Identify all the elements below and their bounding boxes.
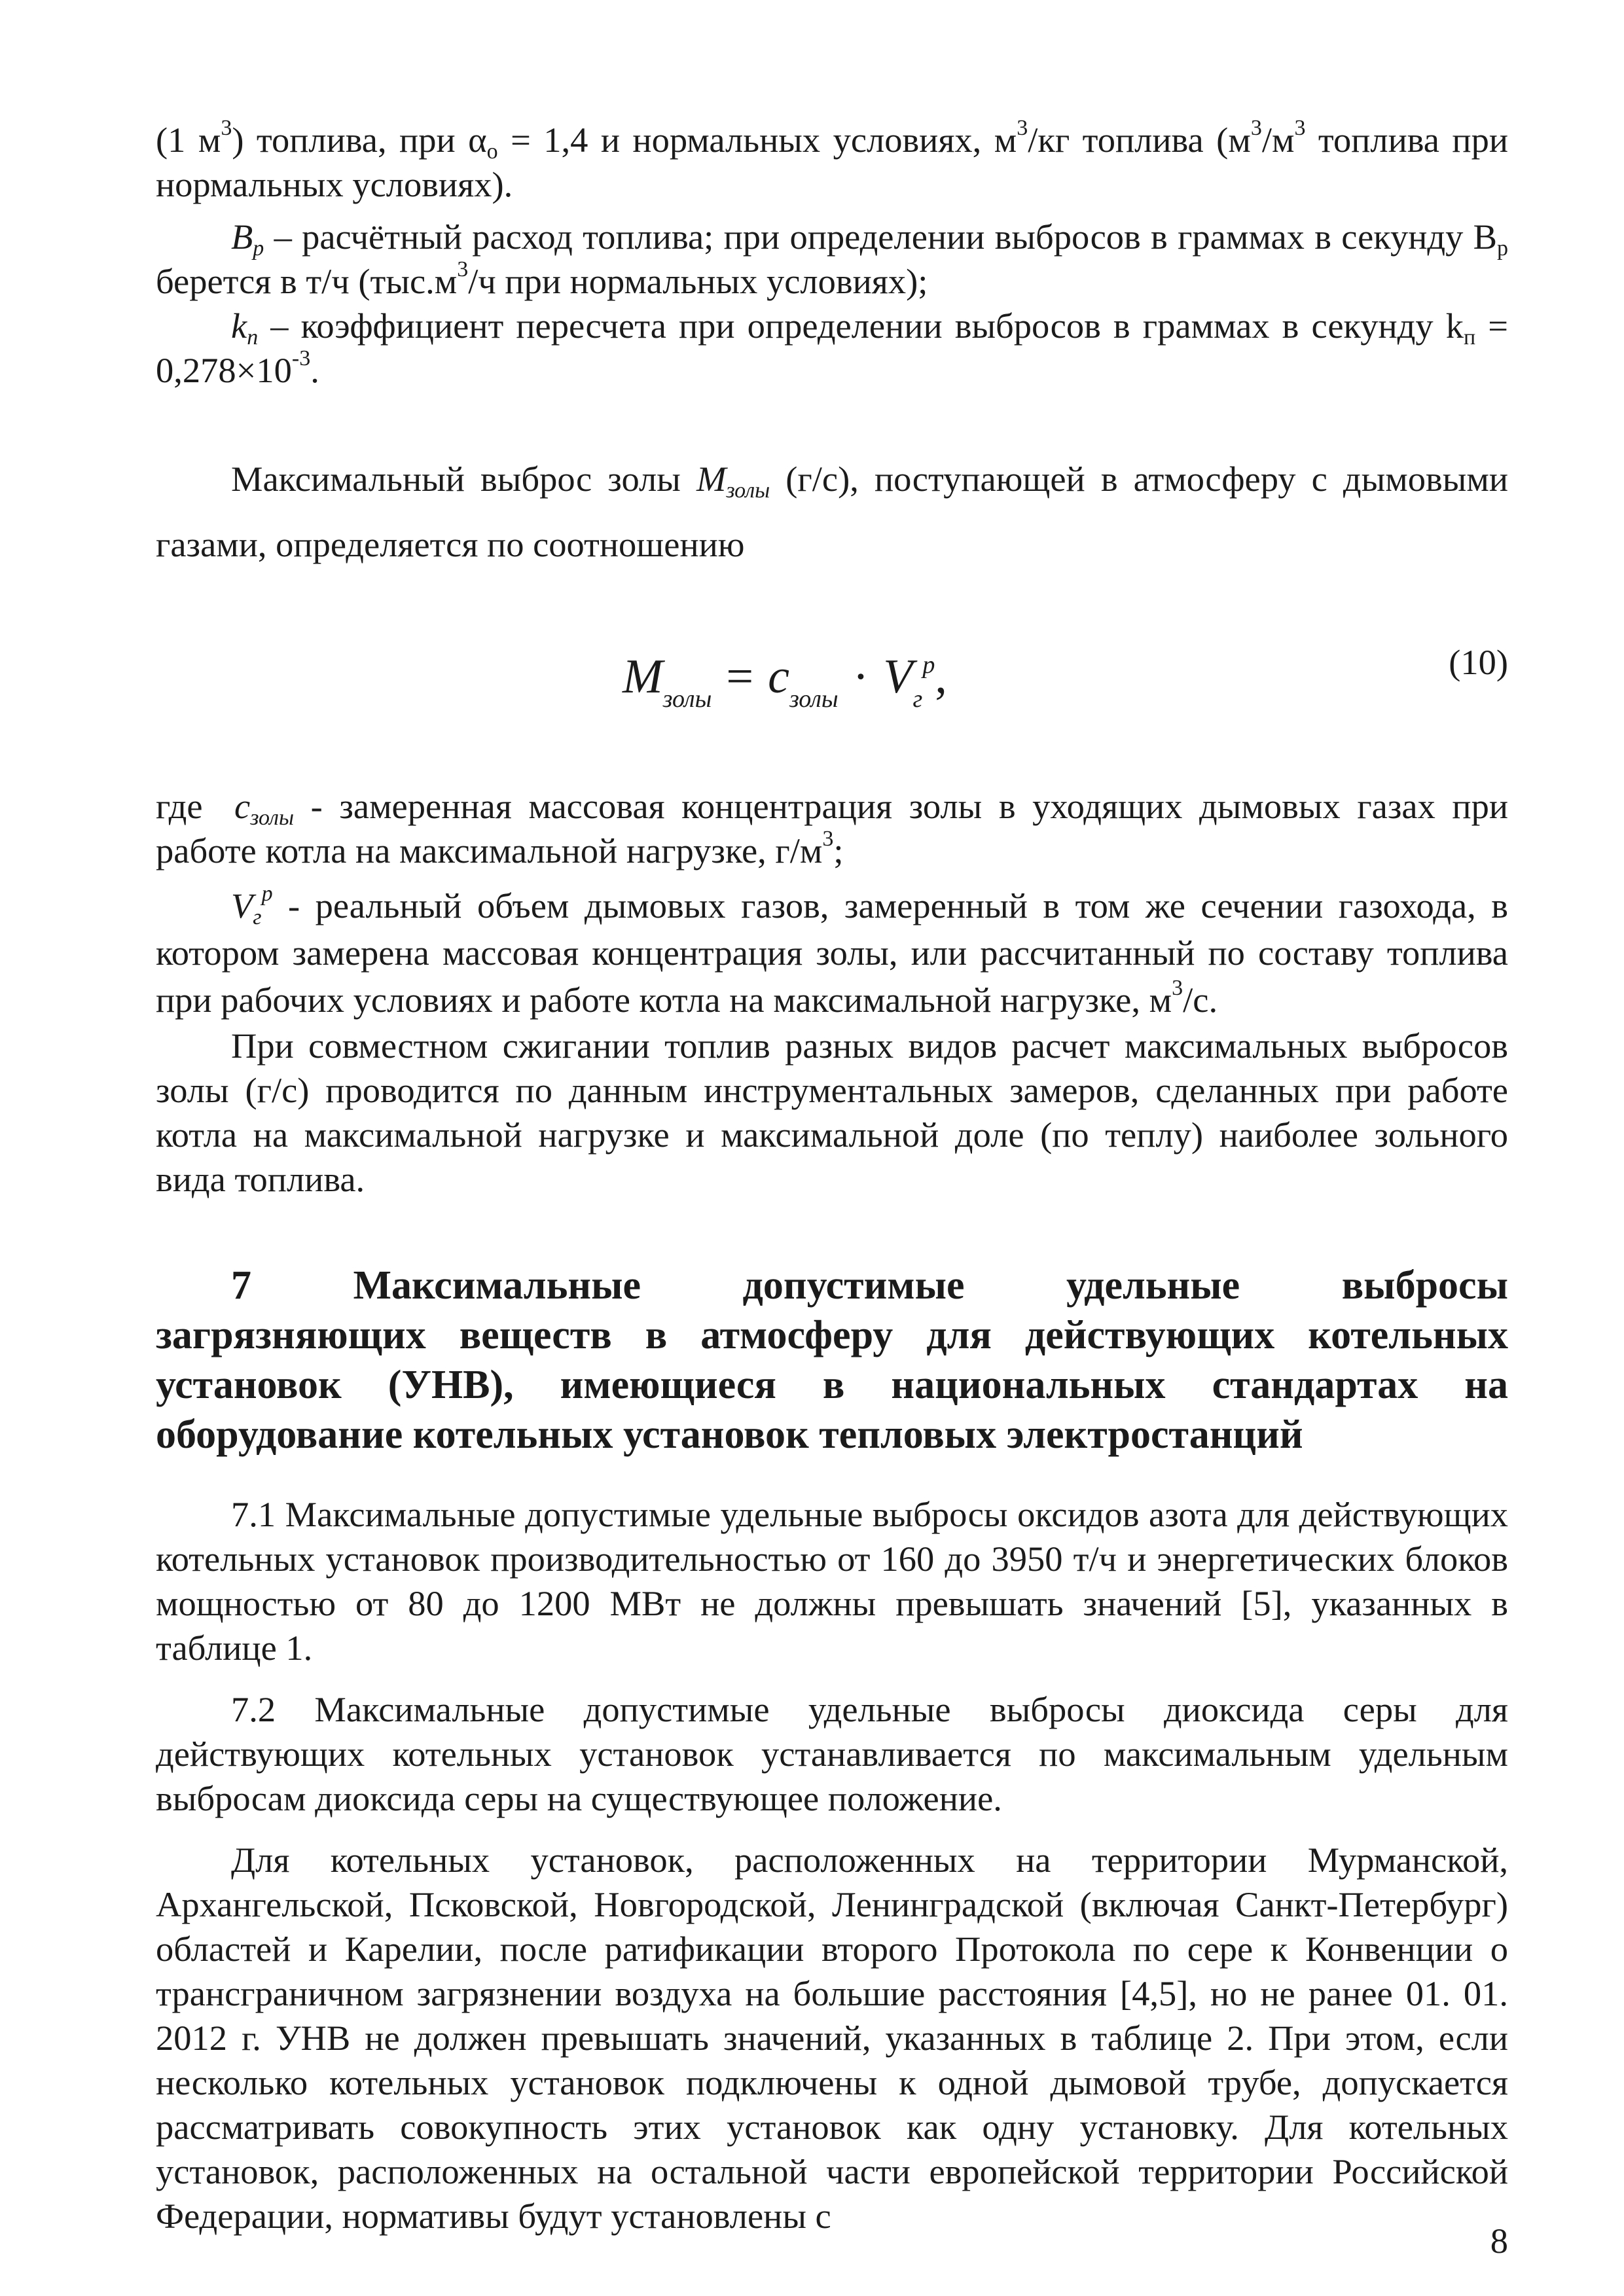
paragraph-units: (1 $м^3$) топлива, при $\alpha_о = 1,4$ и нормальных условиях, $м^3/кг$ топлива ($м^3/м^3$ топлива при нормальных условиях).: [156, 116, 1508, 204]
formula-10: [156, 640, 1508, 738]
paragraph-ash-intro: Максимальный выброс золы $M_{золы}$ (г/с), поступающей в атмосферу с дымовыми газами, определяется по соотношению: [156, 459, 1509, 564]
paragraph-regions: Для котельных установок, расположенных на территории Мурманской, Архангельской, Псковской, Новгородской, Ленинградской (включая Санкт-Петербург) областей и Карелии, после ратификации второго Протокола по сере к Конвенции о трансграничном загрязнении воздуха на большие расстояния [4,5], но не ранее 01. 01. 2012 г. УНВ не должен превышать значений, указанных в таблице 2. При этом, если несколько котельных установок подключены к одной дымовой трубе, допускается рассматривать совокупность этих установок как одну установку. Для котельных установок, расположенных на остальной части европейской территории Российской Федерации, нормативы будут установлены с: [156, 1840, 1508, 2236]
definition-bp: $B_р$ – расчётный расход топлива; при определении выбросов в граммах в секунду $B_р$ берется в т/ч ($тыс.м^3/ч$ при нормальных условиях);: [156, 217, 1508, 301]
where-volume: $V_г^р$ - реальный объем дымовых газов, замеренный в том же сечении газохода, в котором замерена массовая концентрация золы, или рассчитанный по составу топлива при рабочих условиях и работе котла на максимальной нагрузке, $м^3/с$.: [156, 882, 1508, 1020]
formula-number: (10): [1449, 642, 1508, 682]
page-number: 8: [1490, 2221, 1508, 2261]
section-7-heading: 7 Максимальные допустимые удельные выбросы загрязняющих веществ в атмосферу для действующих котельных установок (УНВ), имеющиеся в национальных стандартах на оборудование котельных установок тепловых электростанций: [156, 1263, 1508, 1457]
formula-expression: $M_{золы} = c_{золы} \cdot V_г^р$,: [623, 650, 947, 713]
paragraph-7-2: 7.2 Максимальные допустимые удельные выбросы диоксида серы для действующих котельных установок устанавливается по максимальным удельным выбросам диоксида серы на существующее положение.: [156, 1689, 1508, 1818]
paragraph-joint-combustion: При совместном сжигании топлив разных видов расчет максимальных выбросов золы (г/с) проводится по данным инструментальных замеров, сделанных при работе котла на максимальной нагрузке и максимальной доле (по теплу) наиболее зольного вида топлива.: [156, 1026, 1508, 1199]
definition-kn: $k_п$ – коэффициент пересчета при определении выбросов в граммах в секунду $k_п = 0,278\times 10^{-3}$.: [156, 306, 1508, 390]
page-body: [156, 118, 1508, 2238]
paragraph-7-1: 7.1 Максимальные допустимые удельные выбросы оксидов азота для действующих котельных установок производительностью от 160 до 3950 т/ч и энергетических блоков мощностью от 80 до 1200 МВт не должны превышать значений [5], указанных в таблице 1.: [156, 1494, 1508, 1668]
where-concentration: где $c_{золы}$ - замеренная массовая концентрация золы в уходящих дымовых газах при работе котла на максимальной нагрузке, $г/м^3$;: [156, 786, 1508, 870]
